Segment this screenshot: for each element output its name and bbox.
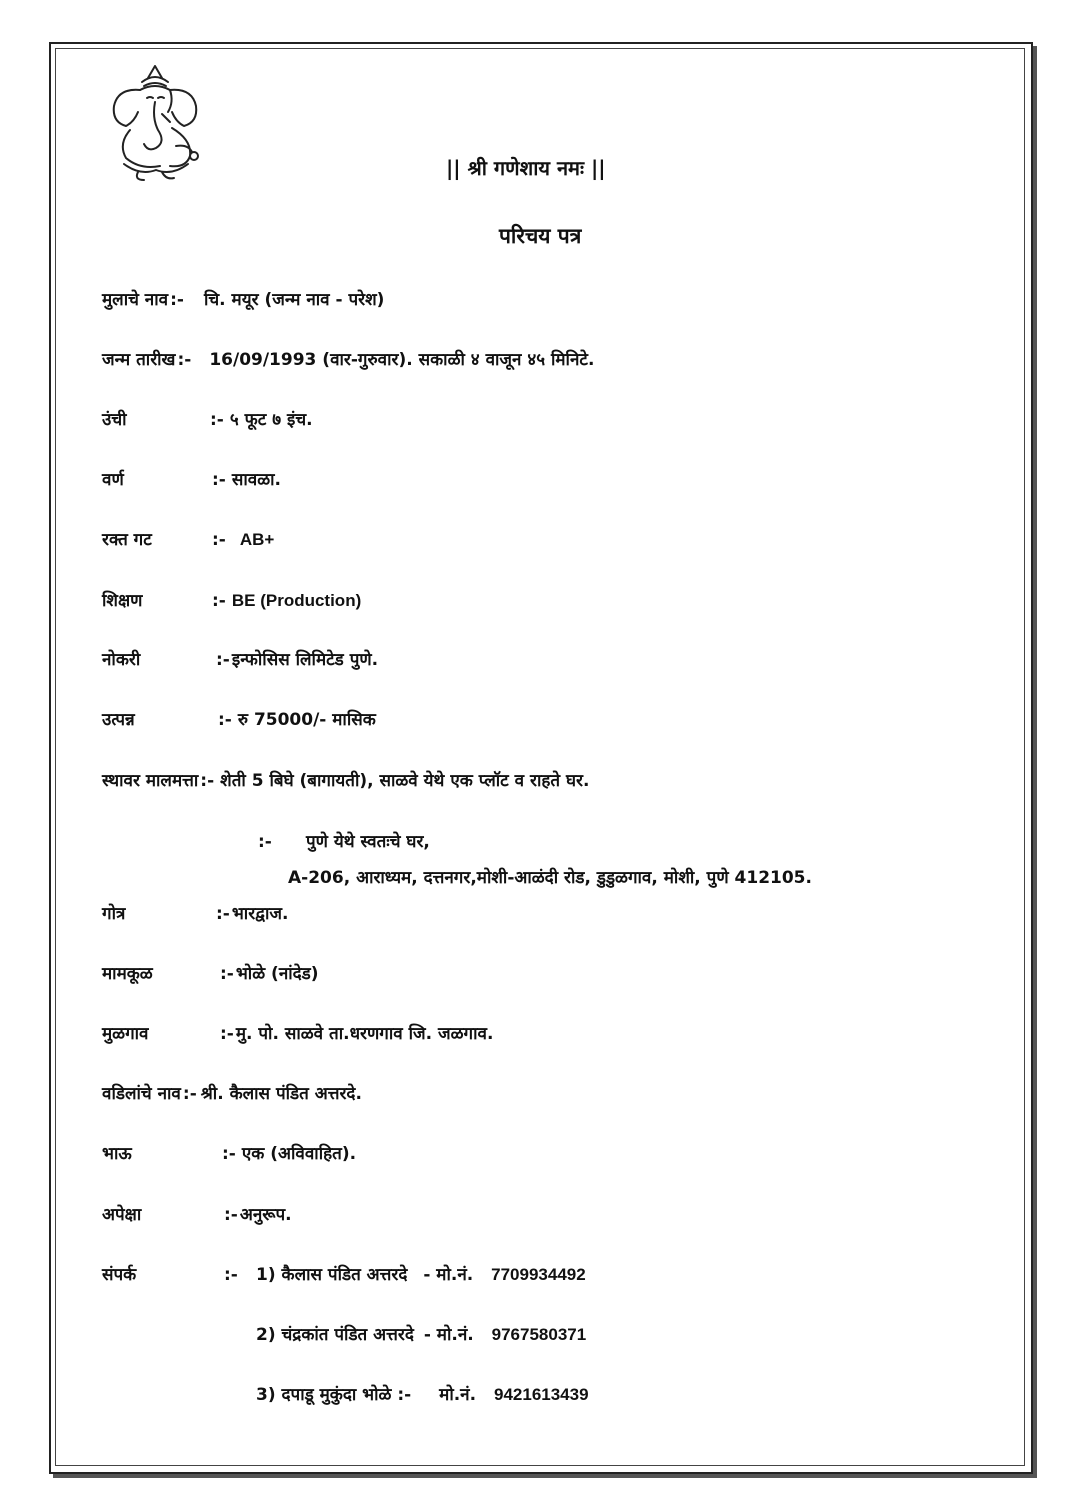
detail-label: भाऊ: [102, 1144, 132, 1164]
detail-row-expectation: [102, 1203, 292, 1227]
contact-phone-tag: - मो.नं.: [423, 1265, 474, 1285]
detail-row-job: [102, 648, 378, 672]
detail-value: भोळे (नांदेड): [235, 964, 319, 984]
detail-label: नोकरी: [102, 650, 141, 670]
detail-separator: :-: [216, 650, 230, 670]
detail-label: जन्म तारीख: [102, 350, 176, 370]
detail-value: एक (अविवाहित).: [241, 1144, 357, 1164]
detail-value: रु 75000/- मासिक: [237, 710, 376, 730]
detail-row-height: [102, 408, 313, 432]
detail-separator: :-: [216, 904, 230, 924]
detail-value: भारद्वाज.: [231, 904, 289, 924]
detail-separator: :-: [182, 1084, 197, 1104]
contact-entry: [256, 1383, 589, 1407]
detail-separator: :-: [212, 530, 226, 550]
detail-value: BE (Production): [231, 591, 362, 610]
detail-label: वर्ण: [102, 470, 124, 490]
detail-label: रक्त गट: [102, 530, 152, 550]
detail-separator: :-: [200, 771, 215, 791]
detail-label: स्थावर मालमत्ता: [102, 771, 199, 791]
property-address-line: A-206, आराध्यम, दत्तनगर,मोशी-आळंदी रोड, डुडुळगाव, मोशी, पुणे 412105.: [288, 868, 812, 888]
detail-value: 16/09/1993 (वार-गुरुवार). सकाळी ४ वाजून ४५ मिनिटे.: [209, 350, 595, 370]
detail-separator: :-: [210, 410, 224, 430]
contact-entry: [256, 1323, 586, 1347]
contact-phone: 9767580371: [491, 1325, 587, 1344]
detail-value: ५ फूट ७ इंच.: [229, 410, 313, 430]
detail-row-father-name: [102, 1082, 362, 1106]
detail-row-mamkul: [102, 962, 319, 986]
detail-label: मुळगाव: [102, 1024, 149, 1044]
page-border-inner: [55, 48, 1025, 1466]
contact-name: 1) कैलास पंडित अत्तरदे: [256, 1265, 408, 1285]
contact-separator: :-: [224, 1265, 238, 1285]
detail-value: सावळा.: [231, 470, 281, 490]
detail-value: श्री. कैलास पंडित अत्तरदे.: [200, 1084, 362, 1104]
detail-row-native-village: [102, 1022, 493, 1046]
detail-separator: :-: [222, 1144, 236, 1164]
ganesha-logo-icon: [100, 60, 210, 182]
detail-value: शेती 5 बिघे (बागायती), साळवे येथे एक प्लॉट व राहते घर.: [220, 771, 590, 791]
detail-label: मामकूळ: [102, 964, 153, 984]
property-extra-line1: पुणे येथे स्वतःचे घर,: [306, 832, 430, 852]
detail-row-income: [102, 708, 376, 732]
contact-phone: 9421613439: [494, 1385, 589, 1404]
detail-label: शिक्षण: [102, 591, 143, 611]
detail-value: मु. पो. साळवे ता.धरणगाव जि. जळगाव.: [235, 1024, 494, 1044]
detail-row-property: [102, 769, 589, 793]
contact-entry: [256, 1263, 586, 1287]
detail-separator: :-: [220, 1024, 234, 1044]
detail-row-complexion: [102, 468, 281, 492]
contact-phone-tag: - मो.नं.: [423, 1325, 474, 1345]
detail-value: अनुरूप.: [239, 1205, 292, 1225]
detail-label: मुलाचे नाव: [102, 290, 169, 310]
detail-row-contact: [102, 1263, 238, 1287]
detail-row-name: [102, 288, 384, 312]
detail-separator: :-: [224, 1205, 238, 1225]
detail-row-gotra: [102, 902, 288, 926]
detail-separator: :-: [212, 470, 226, 490]
detail-separator: :-: [177, 350, 192, 370]
property-extra-separator: :-: [258, 832, 272, 852]
detail-label: गोत्र: [102, 904, 126, 924]
detail-value: AB+: [239, 530, 275, 549]
detail-label: अपेक्षा: [102, 1205, 142, 1225]
contact-label: संपर्क: [102, 1265, 137, 1285]
contact-phone: 7709934492: [491, 1265, 586, 1284]
detail-row-brother: [102, 1142, 356, 1166]
detail-label: वडिलांचे नाव: [102, 1084, 181, 1104]
document-title: परिचय पत्र: [499, 224, 582, 248]
detail-value: चि. मयूर (जन्म नाव - परेश): [203, 290, 385, 310]
detail-separator: :-: [170, 290, 184, 310]
invocation-heading: || श्री गणेशाय नमः ||: [446, 156, 606, 180]
contact-name: 3) दपाडू मुकुंदा भोळे :-: [256, 1385, 412, 1405]
contact-name: 2) चंद्रकांत पंडित अत्तरदे: [256, 1325, 414, 1345]
detail-label: उंची: [102, 410, 127, 430]
detail-value: इन्फोसिस लिमिटेड पुणे.: [231, 650, 379, 670]
detail-separator: :-: [220, 964, 234, 984]
detail-row-dob: [102, 348, 594, 372]
detail-row-blood-group: [102, 528, 274, 552]
detail-separator: :-: [212, 591, 226, 611]
detail-row-education: [102, 589, 361, 613]
contact-phone-tag: मो.नं.: [439, 1385, 477, 1405]
detail-label: उत्पन्न: [102, 710, 135, 730]
detail-separator: :-: [218, 710, 232, 730]
